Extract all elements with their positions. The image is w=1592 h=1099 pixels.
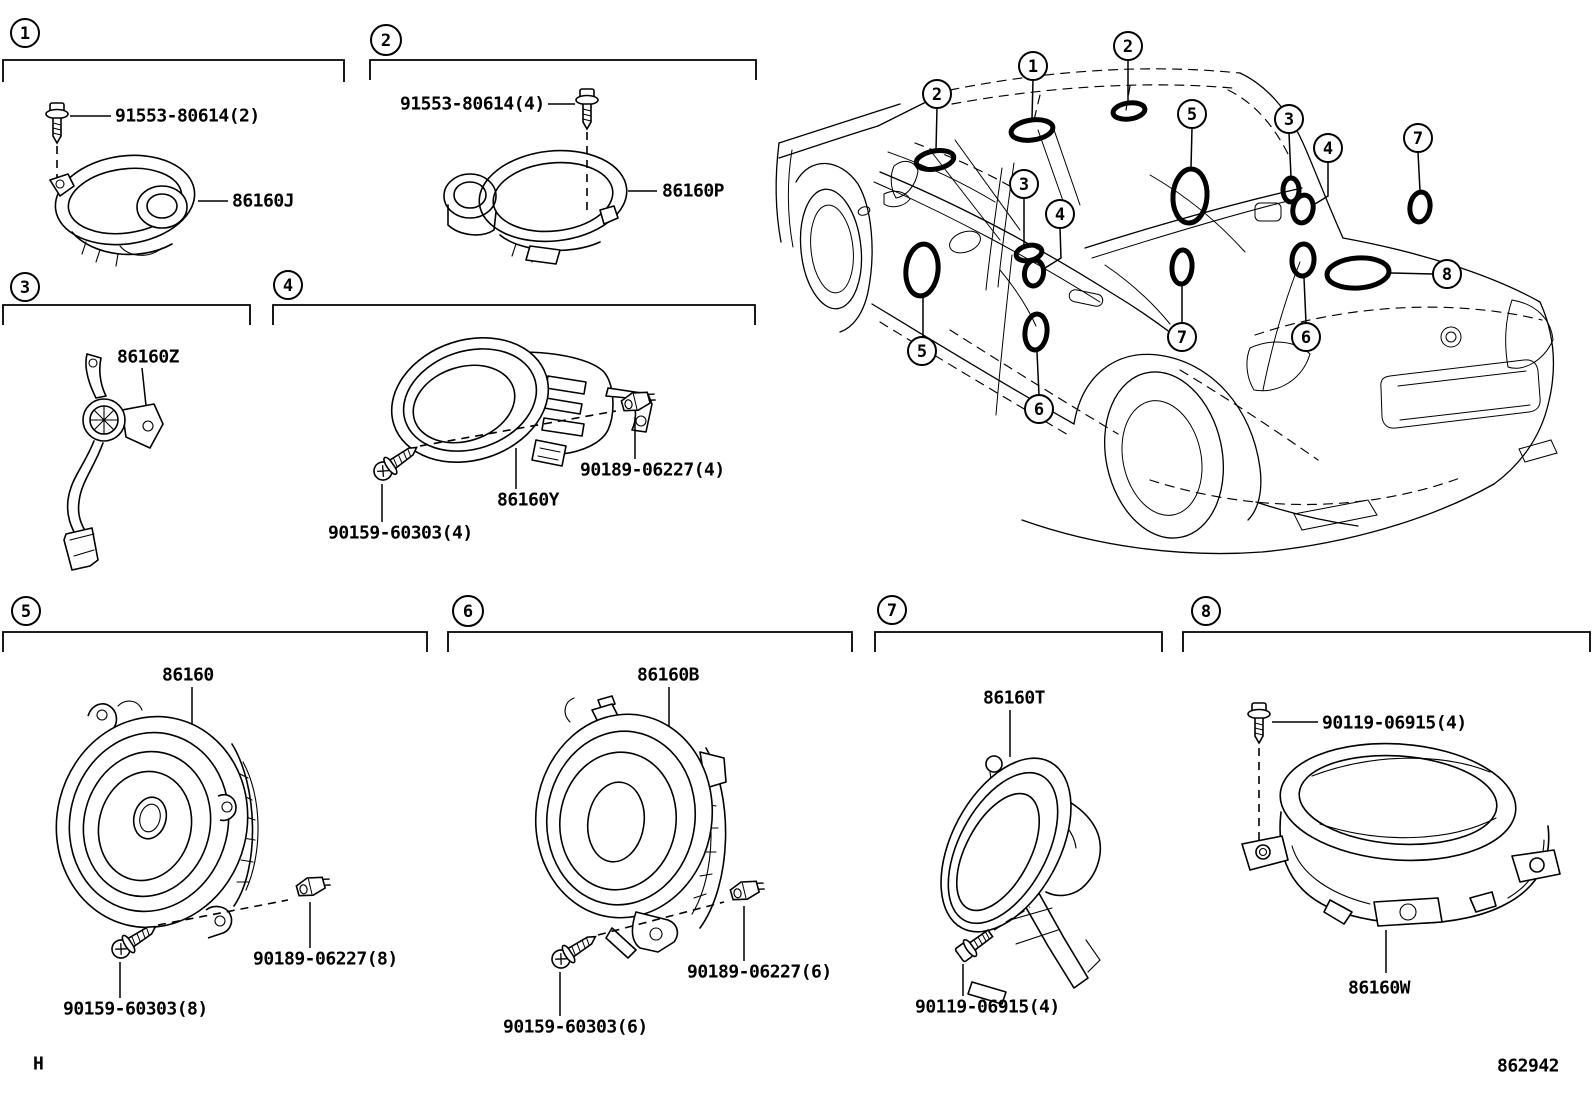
clip-icon — [295, 874, 332, 898]
part-label: 90189-06227(8) — [253, 948, 398, 970]
callout-number: 4 — [1054, 205, 1066, 225]
part-label: 90159-60303(8) — [63, 998, 208, 1020]
callout-number: 8 — [1441, 265, 1453, 285]
tail-lamp — [1506, 300, 1553, 368]
section-number-badge — [12, 597, 40, 625]
part-label: 86160J — [232, 190, 295, 212]
section-number: 7 — [886, 601, 898, 621]
speaker-location-marker — [1171, 249, 1193, 284]
section-number: 4 — [282, 276, 294, 296]
speaker-location-marker — [1326, 256, 1390, 290]
section-bracket — [370, 60, 756, 80]
section-4 — [273, 271, 755, 544]
tweeter-86160Z-illustration — [64, 354, 163, 570]
section-8 — [1183, 597, 1590, 999]
callout-number: 7 — [1176, 328, 1188, 348]
section-number: 5 — [20, 602, 32, 622]
section-number-badge — [878, 596, 906, 624]
part-label: 90159-60303(6) — [503, 1016, 648, 1038]
screw-icon — [46, 103, 68, 143]
section-number: 8 — [1200, 602, 1212, 622]
speaker-86160P-illustration — [444, 144, 631, 264]
speaker-location-marker — [1023, 313, 1049, 351]
part-label: 90119-06915(4) — [915, 996, 1060, 1018]
car-callout-2-front — [915, 80, 956, 172]
speaker-location-marker — [1023, 259, 1045, 287]
car-callout-7-rear — [1404, 124, 1432, 223]
part-label: 90119-06915(4) — [1322, 712, 1467, 734]
section-3 — [3, 273, 250, 570]
section-number: 1 — [19, 24, 31, 44]
emblem — [1441, 327, 1461, 347]
section-number: 2 — [380, 31, 392, 51]
section-2 — [370, 25, 756, 264]
section-5 — [3, 597, 427, 1020]
car-callout-7-mid — [1168, 249, 1196, 351]
section-bracket — [273, 305, 755, 325]
callout-number: 1 — [1027, 57, 1039, 77]
car-callout-1 — [1010, 52, 1054, 143]
section-number-badge — [1192, 597, 1220, 625]
callout-number: 7 — [1412, 129, 1424, 149]
section-bracket — [3, 305, 250, 325]
screw-icon — [576, 89, 598, 129]
callout-number: 4 — [1322, 139, 1334, 159]
speaker-86160T-illustration — [914, 737, 1100, 1004]
speaker-86160J-illustration — [50, 147, 201, 266]
section-1 — [3, 19, 344, 266]
part-label: 86160T — [983, 687, 1046, 709]
car-callout-8 — [1326, 256, 1461, 290]
part-label: 90159-60303(4) — [328, 522, 473, 544]
car-callout-3-rear — [1275, 105, 1303, 202]
callout-number: 5 — [916, 342, 928, 362]
subwoofer-86160W-illustration — [1242, 736, 1560, 926]
section-bracket — [1183, 632, 1590, 652]
section-bracket — [3, 632, 427, 652]
footer-page-code: H — [33, 1053, 44, 1075]
speaker-86160B-illustration — [523, 696, 726, 958]
car-illustration — [776, 32, 1557, 554]
car-callout-3-mid — [1010, 170, 1043, 263]
clip-icon — [729, 878, 766, 902]
speaker-location-marker — [1112, 101, 1146, 121]
speaker-location-marker — [1171, 168, 1209, 224]
screw-icon — [548, 928, 601, 972]
section-number: 6 — [462, 602, 474, 622]
section-number-badge — [371, 25, 401, 55]
section-number-badge — [11, 273, 39, 301]
callout-number: 5 — [1186, 105, 1198, 125]
section-bracket — [448, 632, 852, 652]
footer-figure-number: 862942 — [1497, 1055, 1560, 1077]
callout-number: 3 — [1018, 175, 1030, 195]
part-label: 86160 — [162, 664, 214, 686]
speaker-location-marker — [1291, 243, 1315, 276]
callout-number: 2 — [931, 85, 943, 105]
callout-number: 2 — [1122, 37, 1134, 57]
car-callout-6-rear-door — [1023, 313, 1053, 423]
car-callout-2-rear — [1112, 32, 1146, 121]
part-label: 86160B — [637, 664, 700, 686]
section-bracket — [3, 60, 344, 82]
speaker-location-marker — [1408, 191, 1432, 223]
part-label: 91553-80614(4) — [400, 93, 545, 115]
part-label: 86160W — [1348, 977, 1411, 999]
door-handle — [1068, 289, 1104, 308]
license-plate-recess — [1381, 360, 1540, 428]
section-bracket — [875, 632, 1162, 652]
callout-number: 6 — [1300, 328, 1312, 348]
car-callout-6-quarter — [1291, 243, 1320, 351]
rear-wheel — [1090, 361, 1238, 549]
section-number-badge — [11, 19, 39, 47]
callout-number: 6 — [1033, 400, 1045, 420]
section-7 — [875, 596, 1162, 1018]
part-label: 91553-80614(2) — [115, 105, 260, 127]
part-label: 90189-06227(4) — [580, 459, 725, 481]
car-callout-5-front-door — [903, 242, 940, 365]
part-label: 86160Z — [117, 346, 180, 368]
speaker-86160Y-illustration — [375, 318, 652, 482]
section-6 — [448, 596, 852, 1038]
part-label: 90189-06227(6) — [687, 961, 832, 983]
part-label: 86160Y — [497, 489, 560, 511]
section-number: 3 — [19, 278, 31, 298]
speaker-location-marker — [915, 148, 956, 172]
speaker-location-marker — [1010, 117, 1054, 143]
part-label: 86160P — [662, 180, 725, 202]
callout-number: 3 — [1283, 110, 1295, 130]
screw-icon — [1248, 703, 1270, 743]
car-callout-5-rear — [1171, 100, 1209, 224]
speaker-location-marker — [903, 242, 940, 297]
section-number-badge — [453, 596, 483, 626]
section-number-badge — [274, 271, 302, 299]
